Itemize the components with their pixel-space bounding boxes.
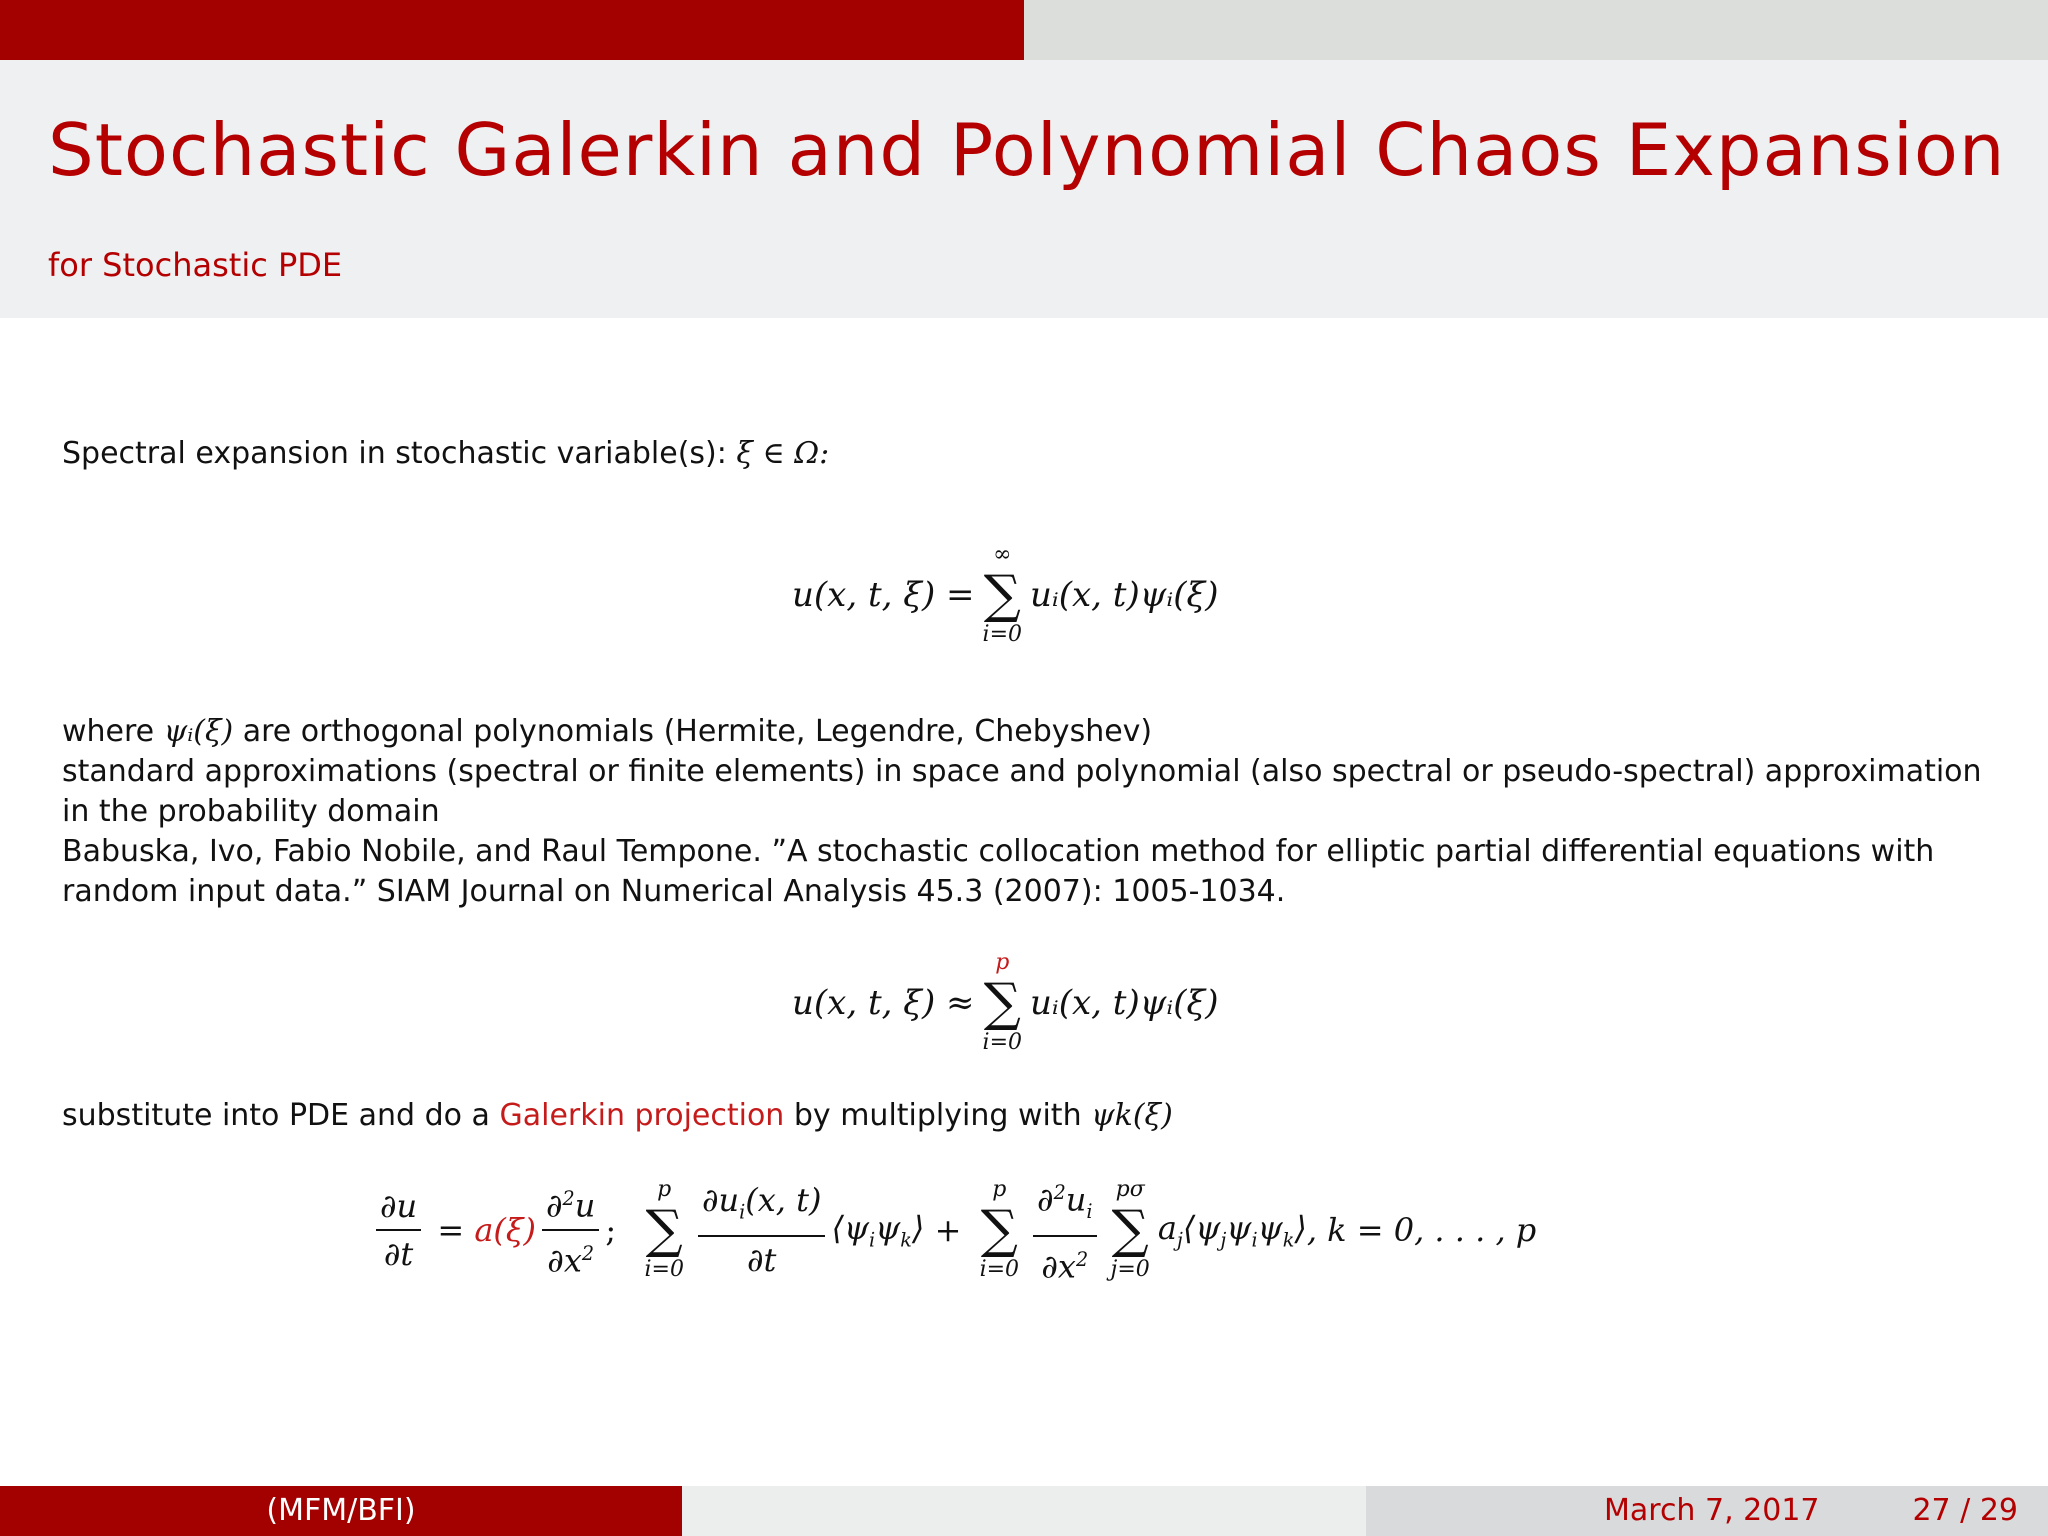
eq1-lower-limit: i=0 (982, 622, 1022, 647)
sigma-symbol: ∑ (983, 973, 1021, 1033)
intro-math: ξ ∈ Ω: (736, 436, 830, 471)
equation-galerkin-system: $\frac{\partial u}{\partial t}$ = a(ξ) $\frac{\partial^2u}{\partial x^2}$ ; p ∑ i=0 $\frac{\partial u_i(x, t)}{\partial t}$ $⟨\psi_i\psi_k⟩$ + p ∑ i=0 $\frac{\partial^2u_i}{\partial x^2}$ pσ ∑ j=0 $a_j⟨\psi_j\psi_i\psi_k⟩$ , k = 0, . . . , p (370, 1170, 1536, 1290)
subst-mid: by multiplying with (793, 1098, 1082, 1133)
eq3-sum3-lower: j=0 (1110, 1257, 1150, 1282)
substitute-line (62, 1096, 1173, 1136)
eq1-summation (983, 542, 1022, 648)
eq1-rhs: uᵢ(x, t)ψᵢ(ξ) (1030, 575, 1219, 615)
eq3-summation-3 (1111, 1177, 1150, 1283)
slide-footer (0, 1486, 2048, 1536)
eq3-sum2-lower: i=0 (979, 1257, 1020, 1282)
standard-approx-text: standard approximations (spectral or finite elements) in space and polynomial (also spectral or pseudo-spectral) approximation in the probability domain (62, 754, 1982, 829)
explanation-paragraph (62, 712, 1992, 912)
eq2-rhs: uᵢ(x, t)ψᵢ(ξ) (1030, 983, 1219, 1023)
footer-date: March 7, 2017 (1604, 1493, 1820, 1528)
sigma-symbol: ∑ (980, 1200, 1018, 1260)
sigma-symbol: ∑ (983, 565, 1021, 625)
slide-title: Stochastic Galerkin and Polynomial Chaos Expansion (48, 108, 2006, 192)
eq3-sum1-upper: p (657, 1177, 672, 1202)
subst-pre: substitute into PDE and do a (62, 1098, 490, 1133)
eq2-lower-limit: i=0 (982, 1030, 1022, 1055)
footer-author: (MFM/BFI) (0, 1486, 682, 1536)
intro-line (62, 434, 829, 474)
intro-text: Spectral expansion in stochastic variable(s): (62, 436, 727, 471)
page-number: 27 / 29 (1912, 1493, 2018, 1528)
eq3-sum2-upper: p (992, 1177, 1007, 1202)
footer-right (1366, 1486, 2048, 1536)
equation-infinite-expansion (792, 540, 1218, 650)
frac-du-dt: $\frac{\partial u}{\partial t}$ (376, 1185, 421, 1275)
eq3-summation-1 (644, 1177, 683, 1283)
where-pre: where (62, 714, 155, 749)
top-progress-bar (0, 0, 2048, 60)
sigma-symbol: ∑ (645, 1200, 683, 1260)
equation-truncated-expansion (792, 948, 1218, 1058)
eq3-sum1-lower: i=0 (644, 1257, 684, 1282)
top-progress-fill (0, 0, 1024, 60)
where-math: ψᵢ(ξ) (163, 714, 234, 749)
subst-math: ψk(ξ) (1091, 1098, 1173, 1133)
eq1-upper-limit: ∞ (993, 542, 1012, 567)
frac-d2ui-dx2: $\frac{\partial^2u_i}{\partial x^2}$ (1033, 1172, 1097, 1288)
galerkin-projection-link[interactable]: Galerkin projection (499, 1098, 785, 1133)
eq3-coefficient: a(ξ) (474, 1211, 536, 1249)
eq1-lhs: u(x, t, ξ) = (792, 575, 975, 615)
frac-d2u-dx2: $\frac{\partial^2u}{\partial x^2}$ (542, 1178, 599, 1281)
eq2-upper-limit: p (995, 950, 1010, 975)
eq2-summation (983, 950, 1022, 1056)
frac-dui-dt: $\frac{\partial u_i(x, t)}{\partial t}$ (698, 1179, 826, 1281)
sigma-symbol: ∑ (1111, 1200, 1149, 1260)
where-post: are orthogonal polynomials (Hermite, Legendre, Chebyshev) (242, 714, 1153, 749)
eq3-sum3-upper: pσ (1115, 1177, 1145, 1202)
where-line (62, 712, 1992, 752)
eq3-tail: , k = 0, . . . , p (1306, 1211, 1537, 1249)
citation-text: Babuska, Ivo, Fabio Nobile, and Raul Tempone. ”A stochastic collocation method for elliptic partial differential equations with random input data.” SIAM Journal on Numerical Analysis 45.3 (2007): 1005-1034. (62, 834, 1935, 909)
footer-middle (682, 1486, 1366, 1536)
eq2-lhs: u(x, t, ξ) ≈ (792, 983, 975, 1023)
eq3-summation-2 (980, 1177, 1019, 1283)
slide-subtitle: for Stochastic PDE (48, 246, 343, 284)
